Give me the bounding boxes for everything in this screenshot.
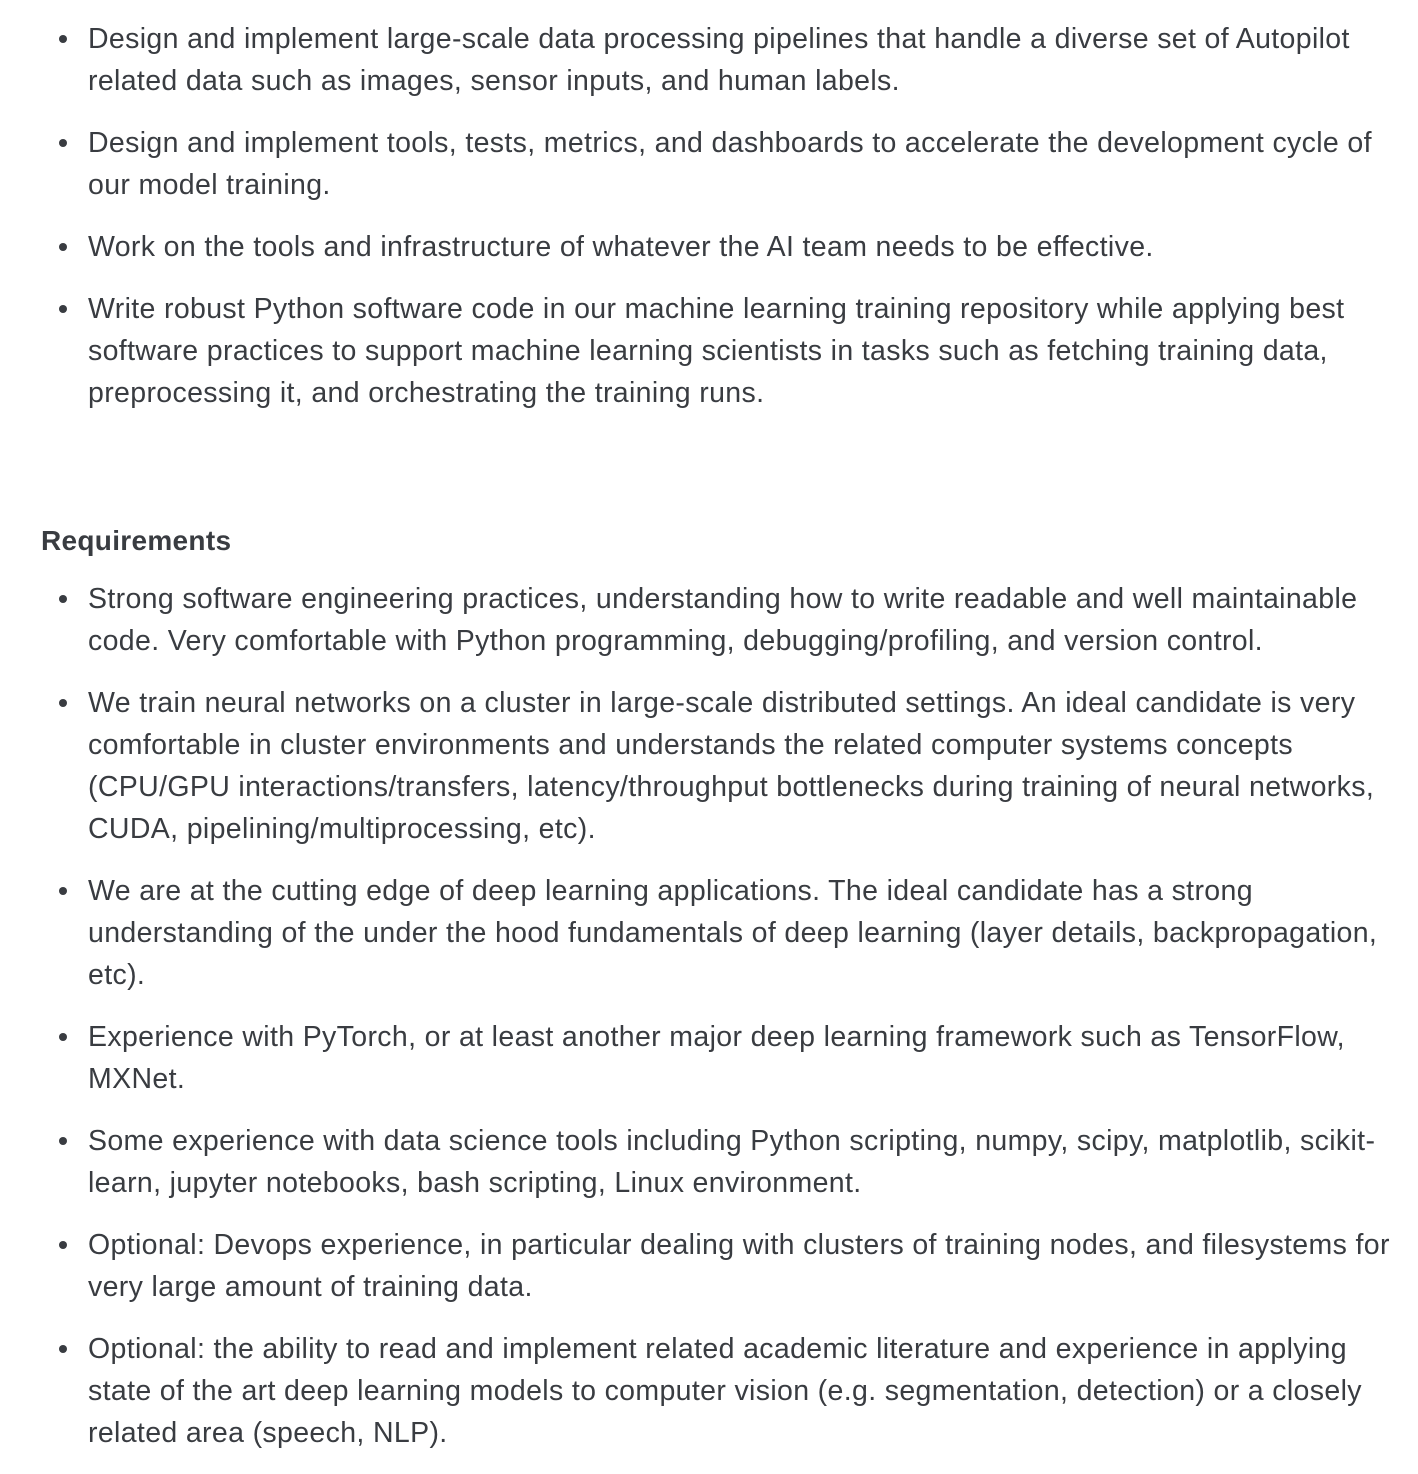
list-item (0, 1328, 1418, 1454)
list-item-text: Optional: Devops experience, in particular dealing with clusters of training nodes, and filesystems for very large amount of training data. (88, 1229, 1390, 1303)
list-item-text: We train neural networks on a cluster in large-scale distributed settings. An ideal candidate is very comfortable in cluster environments and understands the related computer systems concepts (CPU/GPU interactions/transfers, latency/throughput bottlenecks during training of neural networks, CUDA, pipelining/multiprocessing, etc). (88, 687, 1375, 845)
list-item (0, 1224, 1418, 1308)
requirements-heading: Requirements (41, 525, 232, 556)
list-item-text: Work on the tools and infrastructure of whatever the AI team needs to be effective. (88, 231, 1154, 263)
bullet-icon (59, 1033, 67, 1041)
bullet-icon (59, 595, 67, 603)
bullet-icon (59, 1137, 67, 1145)
bullet-icon (59, 35, 67, 43)
bullet-icon (59, 139, 67, 147)
list-item (0, 288, 1418, 414)
list-item (0, 1016, 1418, 1100)
list-item (0, 1120, 1418, 1204)
list-item (0, 122, 1418, 206)
list-item (0, 18, 1418, 102)
list-item (0, 226, 1418, 268)
list-item-text: Design and implement large-scale data processing pipelines that handle a diverse set of Autopilot related data such as images, sensor inputs, and human labels. (88, 23, 1350, 97)
bullet-icon (59, 1345, 67, 1353)
list-item-text: We are at the cutting edge of deep learning applications. The ideal candidate has a strong understanding of the under the hood fundamentals of deep learning (layer details, backpropagation, etc). (88, 875, 1378, 991)
list-item-text: Experience with PyTorch, or at least another major deep learning framework such as TensorFlow, MXNet. (88, 1021, 1345, 1095)
list-item-text: Write robust Python software code in our machine learning training repository while applying best software practices to support machine learning scientists in tasks such as fetching training data, preprocessing it, and orchestrating the training runs. (88, 293, 1345, 409)
requirements-list (0, 578, 1418, 1474)
list-item (0, 870, 1418, 996)
responsibilities-list (0, 18, 1418, 434)
list-item (0, 682, 1418, 850)
list-item-text: Design and implement tools, tests, metrics, and dashboards to accelerate the development cycle of our model training. (88, 127, 1372, 201)
bullet-icon (59, 305, 67, 313)
list-item-text: Optional: the ability to read and implement related academic literature and experience in applying state of the art deep learning models to computer vision (e.g. segmentation, detection) or a closely related area (speech, NLP). (88, 1333, 1362, 1449)
bullet-icon (59, 699, 67, 707)
bullet-icon (59, 887, 67, 895)
list-item (0, 578, 1418, 662)
bullet-icon (59, 1241, 67, 1249)
bullet-icon (59, 243, 67, 251)
list-item-text: Some experience with data science tools including Python scripting, numpy, scipy, matplotlib, scikit-learn, jupyter notebooks, bash scripting, Linux environment. (88, 1125, 1376, 1199)
list-item-text: Strong software engineering practices, understanding how to write readable and well maintainable code. Very comfortable with Python programming, debugging/profiling, and version control. (88, 583, 1358, 657)
